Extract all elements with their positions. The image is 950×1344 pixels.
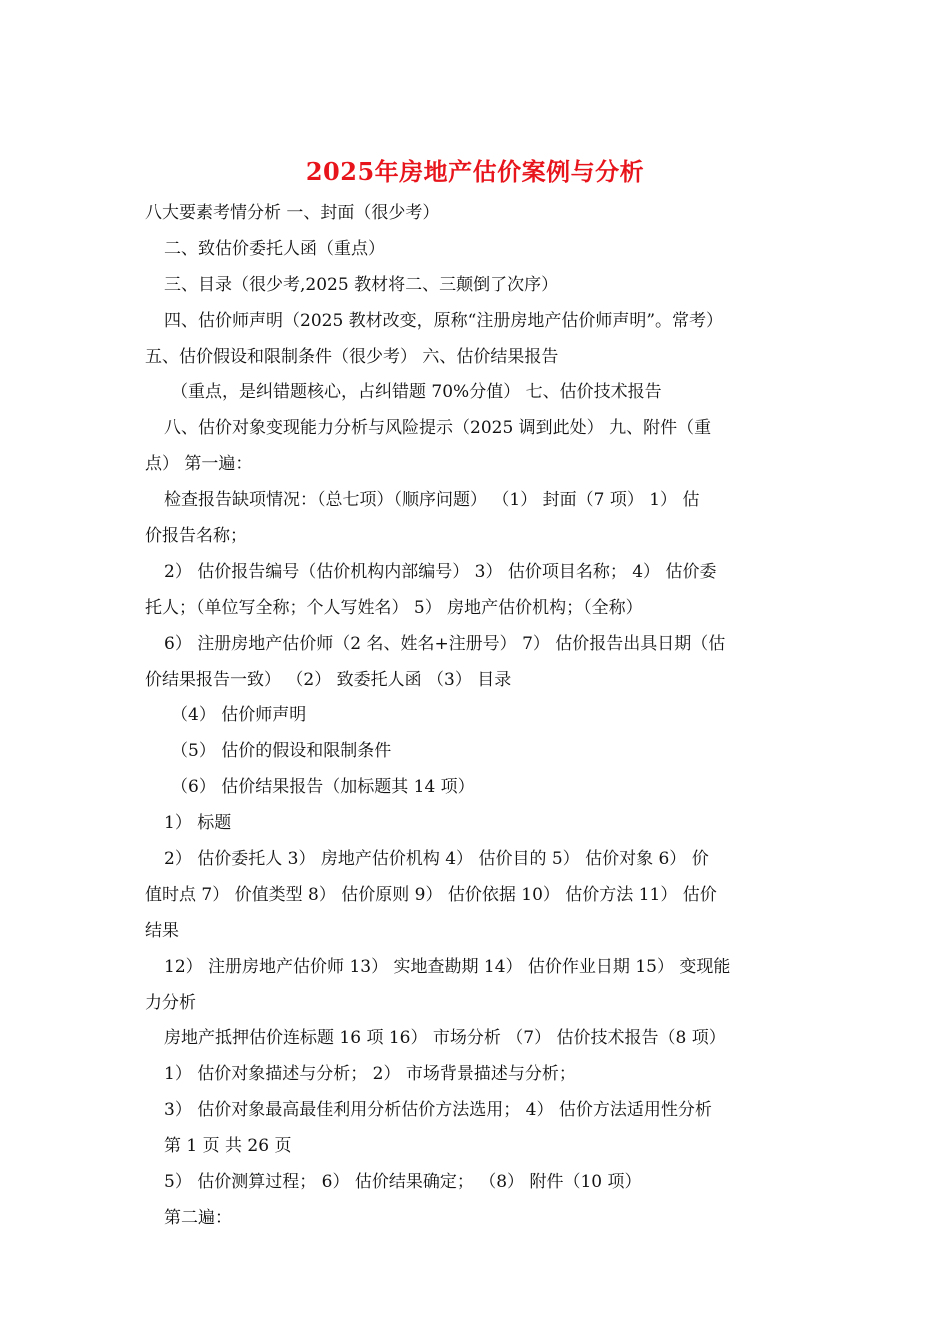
text-line: （4） 估价师声明: [171, 705, 307, 726]
text-line: 1） 标题: [164, 813, 232, 834]
text-line: 结果: [145, 920, 179, 941]
text-line: （6） 估价结果报告（加标题其 14 项）: [171, 777, 475, 798]
text-line: 2） 估价报告编号（估价机构内部编号） 3） 估价项目名称； 4） 估价委: [164, 561, 717, 582]
text-line: 房地产抵押估价连标题 16 项 16） 市场分析 （7） 估价技术报告（8 项）: [164, 1028, 726, 1049]
text-line: （5） 估价的假设和限制条件: [171, 741, 392, 762]
text-line: 二、致估价委托人函（重点）: [164, 238, 385, 259]
text-line: 四、估价师声明（2025 教材改变，原称“注册房地产估价师声明”。常考）: [164, 310, 724, 331]
text-line: 五、估价假设和限制条件（很少考） 六、估价结果报告: [145, 346, 559, 367]
text-line: 2） 估价委托人 3） 房地产估价机构 4） 估价目的 5） 估价对象 6） 价: [164, 849, 709, 870]
document-title: 2025年房地产估价案例与分析: [305, 157, 645, 186]
text-line: 6） 注册房地产估价师（2 名、姓名+注册号） 7） 估价报告出具日期（估: [164, 633, 726, 654]
text-line: 价结果报告一致） （2） 致委托人函 （3） 目录: [145, 669, 512, 690]
text-line: 12） 注册房地产估价师 13） 实地查勘期 14） 估价作业日期 15） 变现能: [164, 956, 731, 977]
text-line: 八大要素考情分析 一、封面（很少考）: [145, 203, 440, 223]
text-line: 1） 估价对象描述与分析； 2） 市场背景描述与分析；: [164, 1064, 576, 1085]
text-line: 点） 第一遍：: [145, 454, 253, 475]
text-line: 三、目录（很少考,2025 教材将二、三颠倒了次序）: [164, 274, 559, 295]
text-line: 值时点 7） 价值类型 8） 估价原则 9） 估价依据 10） 估价方法 11） 估价: [145, 884, 717, 905]
page-number: 第 1 页 共 26 页: [164, 1136, 292, 1157]
text-line: 3） 估价对象最高最佳利用分析估价方法选用； 4） 估价方法适用性分析: [164, 1100, 712, 1121]
text-line: 价报告名称；: [145, 526, 247, 547]
text-line: 检查报告缺项情况：（总七项）（顺序问题） （1） 封面（7 项） 1） 估: [164, 490, 700, 511]
document-body: [145, 196, 815, 1237]
text-line: （重点，是纠错题核心，占纠错题 70%分值） 七、估价技术报告: [171, 382, 662, 403]
text-line: 5） 估价测算过程； 6） 估价结果确定； （8） 附件（10 项）: [164, 1172, 642, 1193]
text-line: 力分析: [145, 992, 196, 1013]
text-line: 八、估价对象变现能力分析与风险提示（2025 调到此处） 九、附件（重: [164, 418, 712, 439]
text-line: 托人；（单位写全称；个人写姓名） 5） 房地产估价机构；（全称）: [145, 597, 643, 618]
text-line: 第二遍：: [164, 1207, 232, 1228]
